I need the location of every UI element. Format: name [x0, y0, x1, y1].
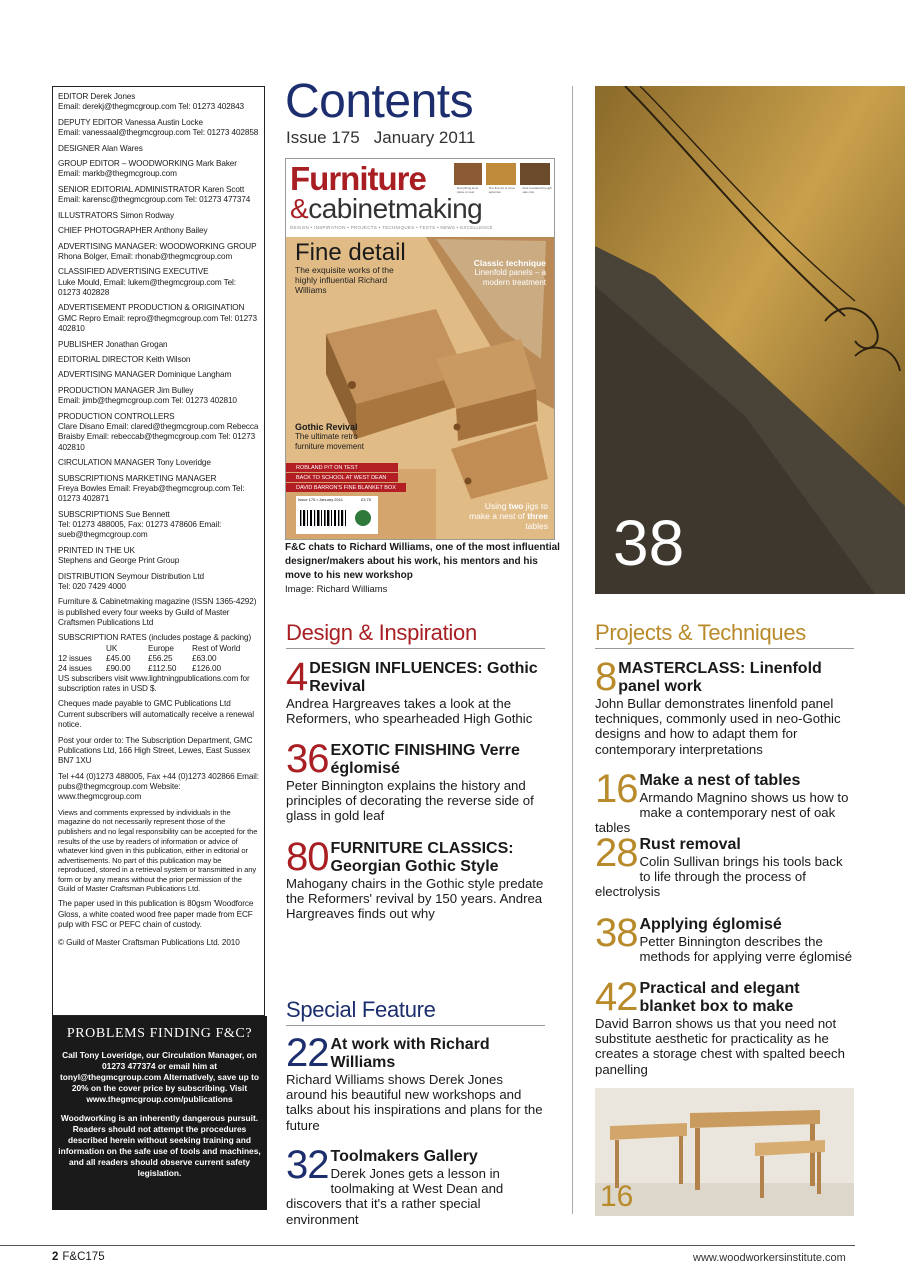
rates-header-cell: UK	[106, 643, 118, 653]
photo-page-number: 38	[613, 507, 685, 579]
masthead-details: Email: karensc@thegmcgroup.com Tel: 01273 477374	[58, 195, 251, 205]
masthead-role: GROUP EDITOR – WOODWORKING	[58, 159, 194, 169]
masthead-role: SENIOR EDITORIAL ADMINISTRATOR	[58, 184, 201, 194]
masthead-role: ADVERTISING MANAGER: WOODWORKING GROUP	[58, 241, 257, 251]
entry-description: Peter Binnington explains the history and principles of decorating the reverse side of glass in gold leaf	[286, 778, 534, 824]
post-address: Post your order to: The Subscription Department, GMC Publications Ltd, 166 High Street, Lewes, East Sussex BN7 1XU	[58, 735, 253, 766]
rates-cell: £90.00	[106, 663, 131, 673]
cover-headline: Fine detail	[295, 239, 406, 266]
contents-entry[interactable]	[286, 835, 545, 922]
masthead-entries	[58, 92, 259, 592]
entry-page-number: 8	[595, 655, 617, 699]
masthead-role: SUBSCRIPTIONS	[58, 509, 124, 519]
problems-body: Call Tony Loveridge, our Circulation Manager, on 01273 477374 or email him at tonyl@thegmcgroup.com Alternatively, save up to 20% on the cover price by subscribing. Visit www.thegmcgroup.com/publications	[60, 1050, 259, 1104]
rates-cell: 24 issues	[58, 663, 92, 673]
masthead-entry	[58, 355, 259, 365]
cover-caption	[285, 541, 560, 597]
masthead-role: DESIGNER	[58, 143, 100, 153]
footer-page-number: 2	[52, 1251, 59, 1263]
masthead-role: SUBSCRIPTIONS MARKETING MANAGER	[58, 473, 217, 483]
masthead-role: DEPUTY EDITOR	[58, 117, 123, 127]
contents-entry[interactable]	[286, 1143, 545, 1227]
cover-brand-amp: &	[290, 193, 309, 224]
entry-title: Practical and elegant blanket box to make	[639, 980, 800, 1015]
cover-jigs-text	[466, 501, 548, 531]
entry-title: EXOTIC FINISHING Verre églomisé	[330, 742, 520, 777]
cover-thumb-label: Soul revealed through saw cuts	[522, 186, 552, 194]
entry-description: Mahogany chairs in the Gothic style predate the Reformers' revival by 150 years. Andrea Hargreaves finds out why	[286, 876, 544, 922]
masthead-entry	[58, 92, 259, 113]
masthead-entry	[58, 458, 259, 468]
design-heading: Design & Inspiration	[286, 620, 545, 649]
masthead-entry	[58, 546, 259, 567]
entry-title: Rust removal	[639, 836, 741, 853]
entry-title: Toolmakers Gallery	[330, 1148, 478, 1165]
cover-gothic-body: The ultimate retro furniture movement	[295, 432, 364, 451]
masthead-name: Jonathan Grogan	[105, 339, 168, 349]
safety-warning: Woodworking is an inherently dangerous pursuit. Readers should not attempt the procedures described herein without seeking training and information on the safe use of tools and machines, and all readers should observe current safety legislation.	[58, 1113, 261, 1178]
footer-rule	[0, 1245, 855, 1246]
cover-thumb-labels	[457, 186, 552, 194]
entry-description: Richard Williams shows Derek Jones around his beautiful new workshops and talks about his inspirations and plans for the future	[286, 1072, 543, 1133]
cover-classic-title: Classic technique	[473, 258, 546, 268]
cover-strip: DAVID BARRON'S FINE BLANKET BOX	[296, 485, 396, 491]
masthead-role: EDITOR	[58, 92, 89, 101]
masthead-details: Email: derekj@thegmcgroup.com Tel: 01273 402843	[58, 102, 244, 112]
masthead-details: Rhona Bolger, Email: rhonab@thegmcgroup.com	[58, 251, 233, 261]
masthead-entry	[58, 211, 259, 221]
masthead-role: CHIEF PHOTOGRAPHER	[58, 226, 153, 236]
cover-brand-top: Furniture	[290, 160, 426, 197]
masthead-role: EDITORIAL DIRECTOR	[58, 355, 144, 364]
masthead-entry	[58, 474, 259, 505]
caption-text: F&C chats to Richard Williams, one of the most influential designer/makers about his work, his mentors and his move to his new workshop	[285, 542, 560, 581]
cover-jigs-bold: three	[527, 511, 548, 521]
cover-price: £3.75	[361, 497, 372, 502]
copyright: © Guild of Master Craftsman Publications Ltd. 2010	[58, 938, 240, 948]
masthead-entry	[58, 185, 259, 206]
masthead-name: Sue Bennett	[125, 509, 170, 519]
masthead-entry	[58, 412, 259, 453]
cover-strip-list	[296, 463, 396, 493]
projects-heading: Projects & Techniques	[595, 620, 854, 649]
issue-line	[286, 128, 490, 148]
cover-barcode-issue: Issue 175 • January 2011	[298, 497, 343, 502]
masthead-entry	[58, 510, 259, 541]
magazine-info: Furniture & Cabinetmaking magazine (ISSN 1365-4292) is published every four weeks by Guild of Master Craftsmen Publications Ltd	[58, 597, 257, 627]
masthead-role: CLASSIFIED ADVERTISING EXECUTIVE	[58, 267, 209, 277]
masthead-role: CIRCULATION MANAGER	[58, 458, 155, 468]
masthead-entry	[58, 340, 259, 350]
cover-jigs-bold: two	[508, 501, 524, 511]
entry-page-number: 22	[286, 1031, 329, 1075]
masthead-name: Keith Wilson	[146, 355, 191, 364]
rates-cell: £63.00	[192, 653, 217, 663]
entry-description: Derek Jones gets a lesson in toolmaking at West Dean and discovers that it's a rather special environment	[286, 1166, 504, 1227]
problems-title: PROBLEMS FINDING F&C?	[66, 1026, 253, 1041]
issue-number: Issue 175	[286, 128, 360, 147]
entry-description: David Barron shows us that you need not substitute aesthetic for practicality as he creates a storage chest with spalted beech panelling	[595, 1016, 845, 1077]
masthead-name: Anthony Bailey	[154, 226, 208, 236]
contents-entry[interactable]	[595, 911, 854, 965]
cover-strip: ROBLAND P/T ON TEST	[296, 465, 358, 471]
paper-note: The paper used in this publication is 80gsm 'Woodforce Gloss, a white coated wood free paper made from ECF pulp with FSC or PEFC chain of custody.	[58, 899, 254, 929]
masthead-details: Tel: 01273 488005, Fax: 01273 478606 Email: sueb@thegmcgroup.com	[58, 519, 222, 540]
cover-tagline: DESIGN • INSPIRATION • PROJECTS • TECHNIQUES • TESTS • NEWS • EXCELLENCE	[290, 225, 493, 230]
entry-page-number: 80	[286, 835, 329, 879]
masthead-role: ADVERTISING MANAGER	[58, 370, 156, 380]
rates-cell: 12 issues	[58, 653, 92, 663]
nest-of-tables-photo	[595, 1088, 854, 1216]
caption-credit: Image: Richard Williams	[285, 584, 388, 595]
entry-page-number: 38	[595, 911, 638, 955]
entry-title: Make a nest of tables	[639, 772, 801, 789]
us-note: US subscribers visit www.lightningpublications.com for subscription rates in USD $.	[58, 673, 250, 693]
column-divider	[572, 86, 573, 1214]
cover-gothic-title: Gothic Revival	[295, 422, 358, 432]
masthead-details: GMC Repro Email: repro@thegmcgroup.com Tel: 01273 402810	[58, 313, 257, 334]
rates-cell: £126.00	[192, 663, 221, 673]
special-heading: Special Feature	[286, 997, 545, 1026]
masthead-role: DISTRIBUTION	[58, 571, 115, 581]
contents-entry[interactable]	[595, 655, 854, 757]
masthead-name: Jim Bulley	[157, 385, 194, 395]
entry-title: At work with Richard Williams	[330, 1036, 490, 1071]
masthead-entry	[58, 572, 259, 593]
entry-description: John Bullar demonstrates linenfold panel techniques, commonly used in neo-Gothic designs and how to adapt them for contemporary interpretations	[595, 696, 841, 757]
entry-description: Armando Magnino shows us how to make a contemporary nest of oak tables	[595, 790, 849, 836]
photo-page-number: 16	[600, 1180, 634, 1213]
entry-description: Colin Sullivan brings his tools back to life through the process of electrolysis	[595, 854, 843, 900]
cover-brand-bottom	[290, 193, 482, 225]
rates-table	[58, 644, 246, 674]
disclaimer: Views and comments expressed by individuals in the magazine do not necessarily represent those of the publishers and no legal responsibility can be accepted for the results of the use by readers of information or advice of whatever kind given in this publication, either in editorial or advertisements. No part of this publication may be reproduced, stored in a retrieval system or transmitted in any form or by any means without the prior permission of the Guild of Master Craftsman Publications Ltd.	[58, 807, 258, 894]
masthead-name: Alan Wares	[101, 143, 143, 153]
entry-title: MASTERCLASS: Linenfold panel work	[618, 660, 822, 695]
masthead-role: ILLUSTRATORS	[58, 210, 118, 220]
masthead-entry	[58, 267, 259, 298]
page-title: Contents	[285, 75, 474, 128]
contents-entry[interactable]	[286, 1031, 545, 1133]
cover-thumb-label: The fine art of verre églomisé	[488, 186, 515, 194]
rates-title: SUBSCRIPTION RATES (includes postage & packing)	[58, 633, 252, 643]
gilded-glass-photo	[595, 86, 905, 594]
contents-entry[interactable]	[286, 737, 545, 824]
cover-subhead: The exquisite works of the highly influential Richard Williams	[295, 265, 394, 295]
masthead-details: Luke Mould, Email: lukem@thegmcgroup.com Tel: 01273 402828	[58, 277, 236, 297]
masthead-entry	[58, 144, 259, 154]
entry-description: Andrea Hargreaves takes a look at the Reformers, who spearheaded High Gothic	[286, 696, 533, 727]
masthead-name: Mark Baker	[196, 159, 237, 169]
masthead-name: Karen Scott	[202, 184, 245, 194]
masthead-details: Email: jimb@thegmcgroup.com Tel: 01273 402810	[58, 396, 237, 406]
masthead-details: Freya Bowles Email: Freyab@thegmcgroup.com Tel: 01273 402871	[58, 483, 245, 504]
rates-header-cell: Rest of World	[192, 643, 241, 653]
masthead-entry	[58, 370, 259, 380]
cover-jigs-part: Using	[484, 501, 509, 511]
masthead-name: Vanessa Austin Locke	[125, 117, 203, 127]
cover-brand-word: cabinetmaking	[308, 193, 483, 224]
masthead-details: Stephens and George Print Group	[58, 556, 180, 566]
masthead-name: Tony Loveridge	[156, 458, 211, 468]
masthead-details: Clare Disano Email: clared@thegmcgroup.com Rebecca Braisby Email: rebeccab@thegmcgroup.com Tel: 01273 402810	[58, 422, 259, 452]
entry-page-number: 28	[595, 831, 638, 875]
masthead-entry	[58, 118, 259, 139]
masthead-name: Dominique Langham	[157, 370, 232, 380]
masthead	[52, 86, 267, 1210]
masthead-entry	[58, 303, 259, 334]
entry-page-number: 42	[595, 975, 638, 1019]
contents-entry[interactable]	[595, 831, 854, 900]
rates-cell: £112.50	[148, 663, 177, 673]
footer-folio	[52, 1251, 105, 1263]
masthead-name: Seymour Distribution Ltd	[116, 571, 205, 581]
cover-thumb-label: Everything level plane on test	[457, 186, 479, 194]
entry-description: Petter Binnington describes the methods for applying verre églomisé	[639, 934, 853, 965]
masthead-details: Email: markb@thegmcgroup.com	[58, 169, 177, 179]
masthead-entry	[58, 226, 259, 236]
contents-entry[interactable]	[286, 655, 545, 727]
masthead-name: Simon Rodway	[120, 210, 174, 220]
masthead-entry	[58, 386, 259, 407]
masthead-details: Email: vanessaal@thegmcgroup.com Tel: 01273 402858	[58, 128, 259, 138]
cover-classic-body: Linenfold panels – a modern treatment	[474, 268, 546, 287]
entry-title: FURNITURE CLASSICS: Georgian Gothic Style	[330, 840, 514, 875]
cover-strip: BACK TO SCHOOL AT WEST DEAN	[296, 475, 387, 481]
footer-url: www.woodworkersinstitute.com	[693, 1252, 846, 1264]
footer-magazine: F&C175	[62, 1251, 105, 1263]
nest-of-tables-image	[595, 1088, 854, 1216]
masthead-entry	[58, 159, 259, 180]
masthead-details: Tel: 020 7429 4000	[58, 581, 126, 591]
masthead-box	[52, 86, 265, 1016]
contents-entry[interactable]	[595, 767, 854, 836]
masthead-role: PUBLISHER	[58, 339, 104, 349]
entry-page-number: 32	[286, 1143, 329, 1187]
rates-cell: £56.25	[148, 653, 173, 663]
rates-cell: £45.00	[106, 653, 131, 663]
entry-page-number: 36	[286, 737, 329, 781]
cover-jigs-part: jigs to make a nest of	[469, 501, 548, 521]
rates-header-cell	[58, 644, 106, 654]
entry-title: DESIGN INFLUENCES: Gothic Revival	[309, 660, 538, 695]
masthead-role: PRINTED IN THE UK	[58, 545, 135, 555]
cheques-note: Cheques made payable to GMC Publications Ltd Current subscribers will automatically receive a renewal notice.	[58, 699, 254, 730]
masthead-role: PRODUCTION MANAGER	[58, 385, 155, 395]
issue-date: January 2011	[373, 128, 476, 147]
contents-entry[interactable]	[595, 975, 854, 1077]
contact-info: Tel +44 (0)1273 488005, Fax +44 (0)1273 402866 Email: pubs@thegmcgroup.com Website: www.thegmcgroup.com	[58, 771, 259, 802]
problems-box	[52, 1016, 267, 1210]
masthead-role: ADVERTISEMENT PRODUCTION & ORIGINATION	[58, 303, 245, 313]
masthead-entry	[58, 242, 259, 263]
entry-title: Applying églomisé	[639, 916, 782, 933]
entry-page-number: 4	[286, 655, 308, 699]
cover-jigs-part: tables	[525, 521, 548, 531]
entry-page-number: 16	[595, 767, 638, 811]
rates-header-cell: Europe	[148, 643, 174, 653]
masthead-name: Derek Jones	[90, 92, 136, 101]
masthead-role: PRODUCTION CONTROLLERS	[58, 411, 175, 421]
magazine-cover	[285, 158, 555, 540]
